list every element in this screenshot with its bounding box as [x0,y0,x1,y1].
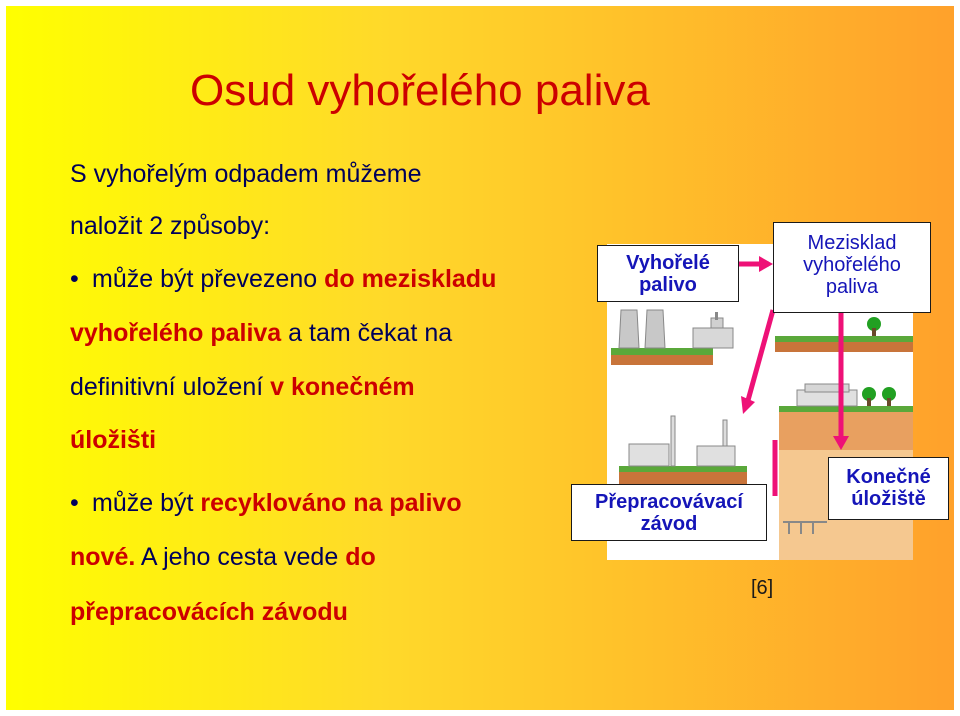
bullet-2-text-d: A jeho cesta vede [135,543,346,571]
box-spent-fuel [597,245,739,302]
box-reprocessing-line-2: závod [640,513,698,535]
box-spent-fuel-line-2: palivo [639,274,697,296]
reprocessing-plant-icon [619,416,747,484]
nuclear-plant-icon [611,310,733,365]
box-reprocessing-line-1: Přepracovávací [595,491,743,513]
reference-label: [6] [751,577,774,599]
bullet-2-text-f: přepracovácích závodu [70,598,348,626]
bullet-2-line-2 [70,542,376,572]
box-final-repository-line-2: úložiště [851,488,926,510]
bullet-2-line-1 [70,488,462,518]
bullet-2-text-e: do [345,543,376,571]
bullet-1-text-g: úložišti [70,426,157,454]
slide-title: Osud vyhořelého paliva [190,66,650,115]
bullet-1-line-4 [70,425,156,455]
box-interim-storage-line-3: paliva [825,276,879,298]
bullet-2-text-b: recyklováno na palivo [200,489,462,517]
box-final-repository-line-1: Konečné [846,466,931,488]
bullet-1-text-d: a tam čekat na [281,319,453,347]
intro-line-2: naložit 2 způsoby: [70,212,271,240]
box-spent-fuel-line-1: Vyhořelé [626,252,710,274]
box-final-repository [828,457,949,520]
bullet-dot-icon: • [70,265,79,293]
bullet-2-text-a: může být [92,489,201,517]
box-interim-storage [773,222,931,313]
box-reprocessing [571,484,767,541]
interim-storage-icon [775,317,913,352]
arrow-interim-to-reprocessing [747,310,773,404]
bullet-1-text-e: definitivní uložení [70,373,271,401]
bullet-2-text-c: nové. [70,543,136,571]
bullet-1-line-1 [70,264,496,294]
bullet-2-line-3 [70,597,348,627]
bullet-1-text-b: do meziskladu [324,265,497,293]
box-interim-storage-line-2: vyhořelého [803,254,901,276]
intro-line-1: S vyhořelým odpadem můžeme [70,160,422,188]
box-interim-storage-line-1: Mezisklad [807,232,897,254]
bullet-1-line-2 [70,318,452,348]
bullet-dot-icon: • [70,489,79,517]
bullet-1-text-f: v konečném [270,373,415,401]
bullet-1-text-a: může být převezeno [92,265,325,293]
arrowhead-icon [759,256,773,272]
bullet-1-line-3 [70,372,415,402]
bullet-1-text-c: vyhořelého paliva [70,319,282,347]
